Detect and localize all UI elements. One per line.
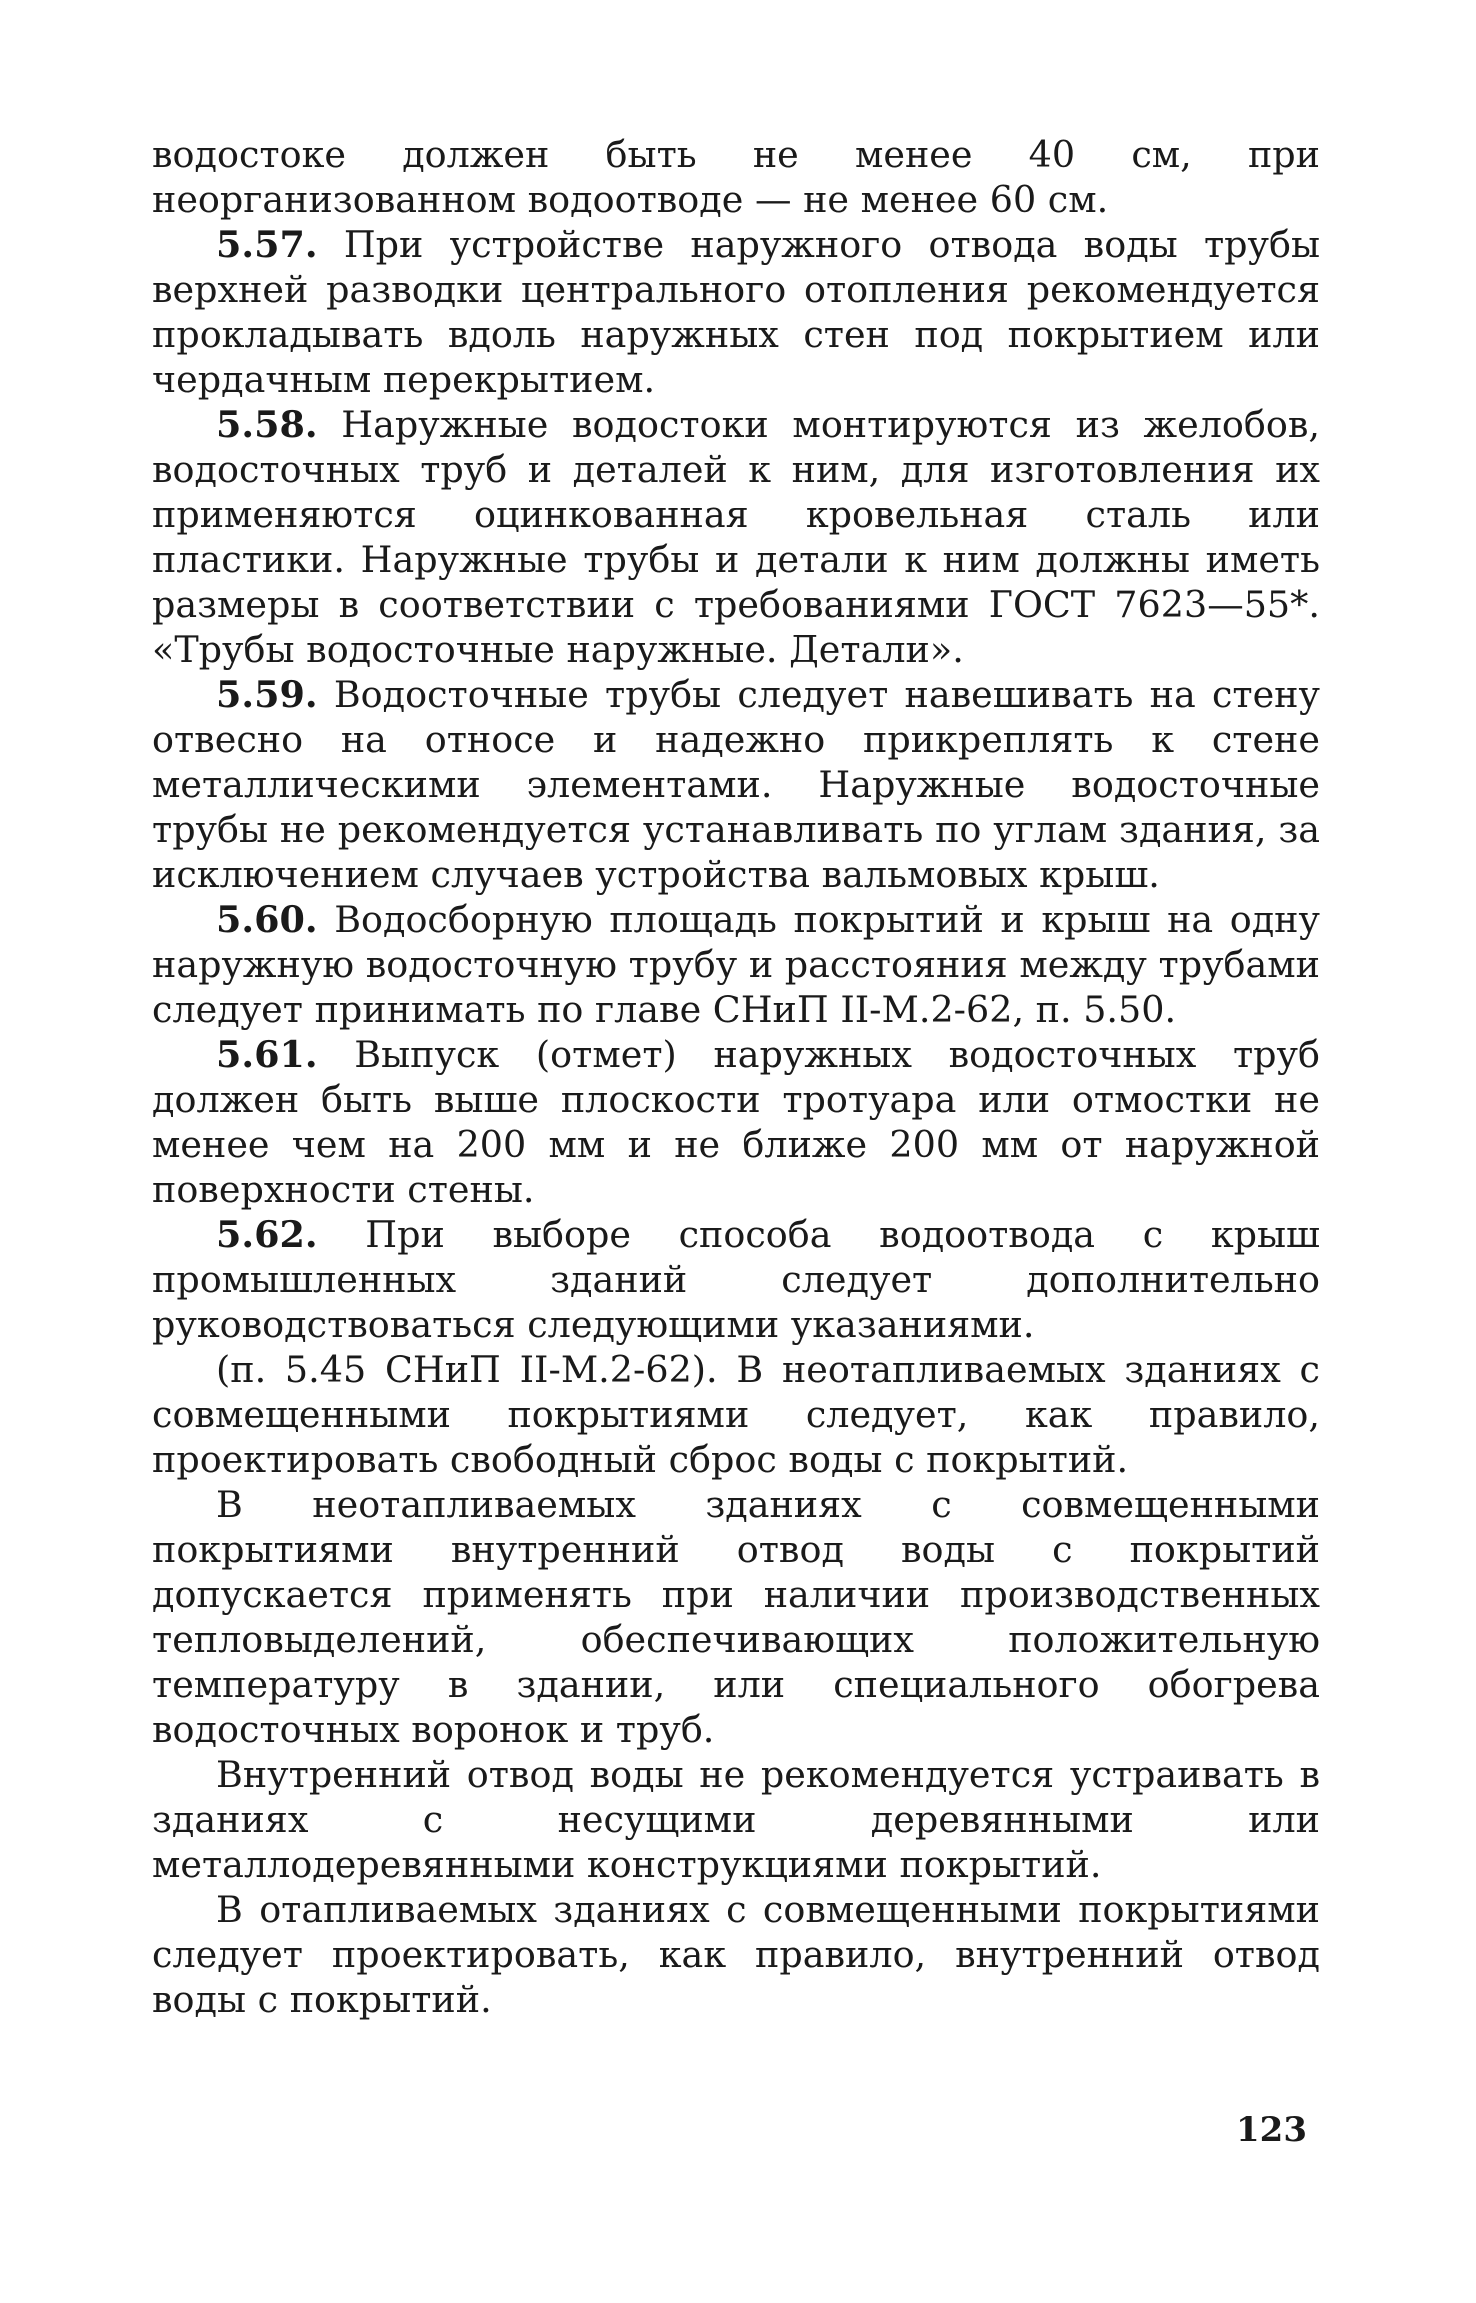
paragraph-reference (152, 1347, 1320, 1482)
paragraph-number: 5.62. (216, 1213, 318, 1256)
paragraph-text: Наружные водостоки монтируются из желобов, водосточных труб и деталей к ним, для изготовления их применяются оцинкованная кровельная сталь или пластики. Наружные трубы и детали к ним должны иметь размеры в соответствии с требованиями ГОСТ 7623—55*. «Трубы водосточные наружные. Детали». (152, 403, 1320, 671)
paragraph-5-62 (152, 1212, 1320, 1347)
paragraph-text: Водосборную площадь покрытий и крыш на одну наружную водосточную трубу и расстояния между трубами следует принимать по главе СНиП II-М.2-62, п. 5.50. (152, 898, 1320, 1031)
paragraph-internal-drain (152, 1752, 1320, 1887)
paragraph-number: 5.57. (216, 223, 318, 266)
paragraph-5-58 (152, 402, 1320, 672)
paragraph-5-60 (152, 897, 1320, 1032)
paragraph-5-57 (152, 222, 1320, 402)
paragraph-text: Водосточные трубы следует навешивать на стену отвесно на относе и надежно прикреплять к стене металлическими элементами. Наружные водосточные трубы не рекомендуется устанавливать по углам здания, за исключением случаев устройства вальмовых крыш. (152, 673, 1320, 896)
paragraph-5-61 (152, 1032, 1320, 1212)
page-body (152, 132, 1320, 2022)
paragraph-number: 5.59. (216, 673, 318, 716)
paragraph-text: В отапливаемых зданиях с совмещенными покрытиями следует проектировать, как правило, внутренний отвод воды с покрытий. (152, 1888, 1320, 2021)
paragraph-text: Внутренний отвод воды не рекомендуется устраивать в зданиях с несущими деревянными или металлодеревянными конструкциями покрытий. (152, 1753, 1320, 1886)
paragraph-heated (152, 1887, 1320, 2022)
paragraph-continuation (152, 132, 1320, 222)
paragraph-5-59 (152, 672, 1320, 897)
paragraph-text: При выборе способа водоотвода с крыш промышленных зданий следует дополнительно руководствоваться следующими указаниями. (152, 1213, 1320, 1346)
paragraph-number: 5.58. (216, 403, 318, 446)
paragraph-text: водостоке должен быть не менее 40 см, при неорганизованном водоотводе — не менее 60 см. (152, 133, 1320, 221)
paragraph-text: (п. 5.45 СНиП II-М.2-62). В неотапливаемых зданиях с совмещенными покрытиями следует, как правило, проектировать свободный сброс воды с покрытий. (152, 1348, 1320, 1481)
paragraph-number: 5.61. (216, 1033, 318, 1076)
paragraph-text: При устройстве наружного отвода воды трубы верхней разводки центрального отопления рекомендуется прокладывать вдоль наружных стен под покрытием или чердачным перекрытием. (152, 223, 1320, 401)
paragraph-number: 5.60. (216, 898, 318, 941)
paragraph-text: В неотапливаемых зданиях с совмещенными покрытиями внутренний отвод воды с покрытий допускается применять при наличии производственных тепловыделений, обеспечивающих положительную температуру в здании, или специального обогрева водосточных воронок и труб. (152, 1483, 1320, 1751)
paragraph-unheated (152, 1482, 1320, 1752)
paragraph-text: Выпуск (отмет) наружных водосточных труб должен быть выше плоскости тротуара или отмостки не менее чем на 200 мм и не ближе 200 мм от наружной поверхности стены. (152, 1033, 1320, 1211)
page-number: 123 (1236, 2110, 1307, 2150)
